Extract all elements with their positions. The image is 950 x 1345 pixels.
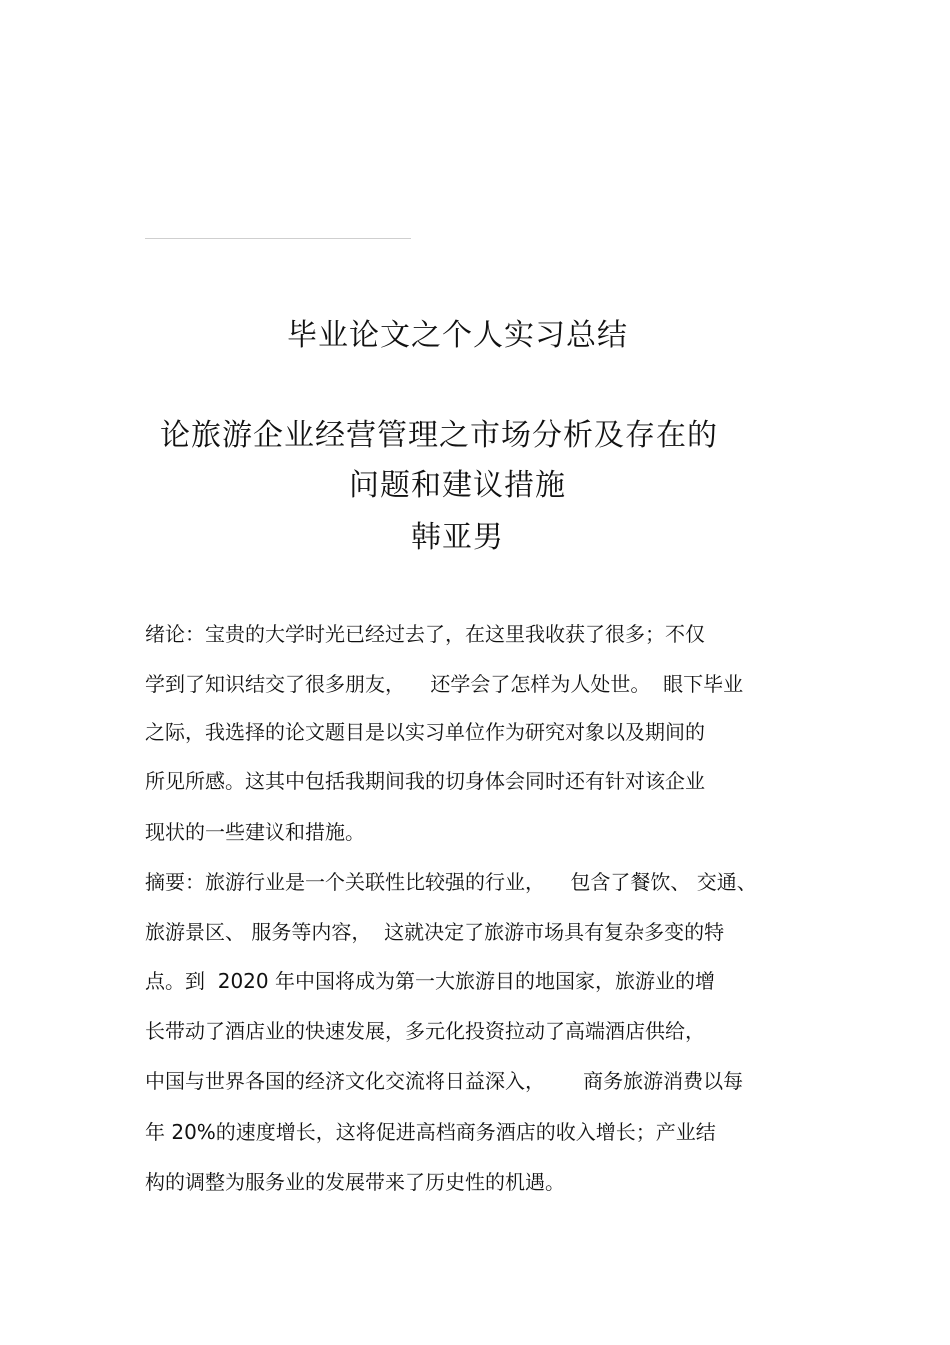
body-line: 绪论：宝贵的大学时光已经过去了，在这里我收获了很多；不仅	[145, 622, 705, 646]
body-line: 年 20%的速度增长，这将促进高档商务酒店的收入增长；产业结	[145, 1120, 716, 1144]
body-line: 所见所感。这其中包括我期间我的切身体会同时还有针对该企业	[145, 769, 705, 793]
subtitle-line-2: 问题和建议措施	[349, 468, 566, 503]
body-line: 长带动了酒店业的快速发展，多元化投资拉动了高端酒店供给，	[145, 1019, 705, 1043]
body-line: 摘要：旅游行业是一个关联性比较强的行业， 包含了餐饮、 交通、	[145, 870, 757, 894]
body-line: 学到了知识结交了很多朋友， 还学会了怎样为人处世。 眼下毕业	[145, 672, 744, 696]
body-line: 现状的一些建议和措施。	[145, 820, 365, 844]
body-line: 中国与世界各国的经济文化交流将日益深入， 商务旅游消费以每	[145, 1069, 744, 1093]
body-line: 构的调整为服务业的发展带来了历史性的机遇。	[145, 1170, 565, 1194]
body-line: 点。到 2020 年中国将成为第一大旅游目的地国家，旅游业的增	[145, 969, 715, 993]
body-line: 之际，我选择的论文题目是以实习单位作为研究对象以及期间的	[145, 720, 705, 744]
subtitle-line-1: 论旅游企业经营管理之市场分析及存在的	[160, 418, 718, 453]
author-name: 韩亚男	[411, 520, 504, 555]
main-title: 毕业论文之个人实习总结	[287, 318, 628, 353]
body-line: 旅游景区、 服务等内容， 这就决定了旅游市场具有复杂多变的特	[145, 920, 725, 944]
header-rule	[145, 238, 411, 239]
